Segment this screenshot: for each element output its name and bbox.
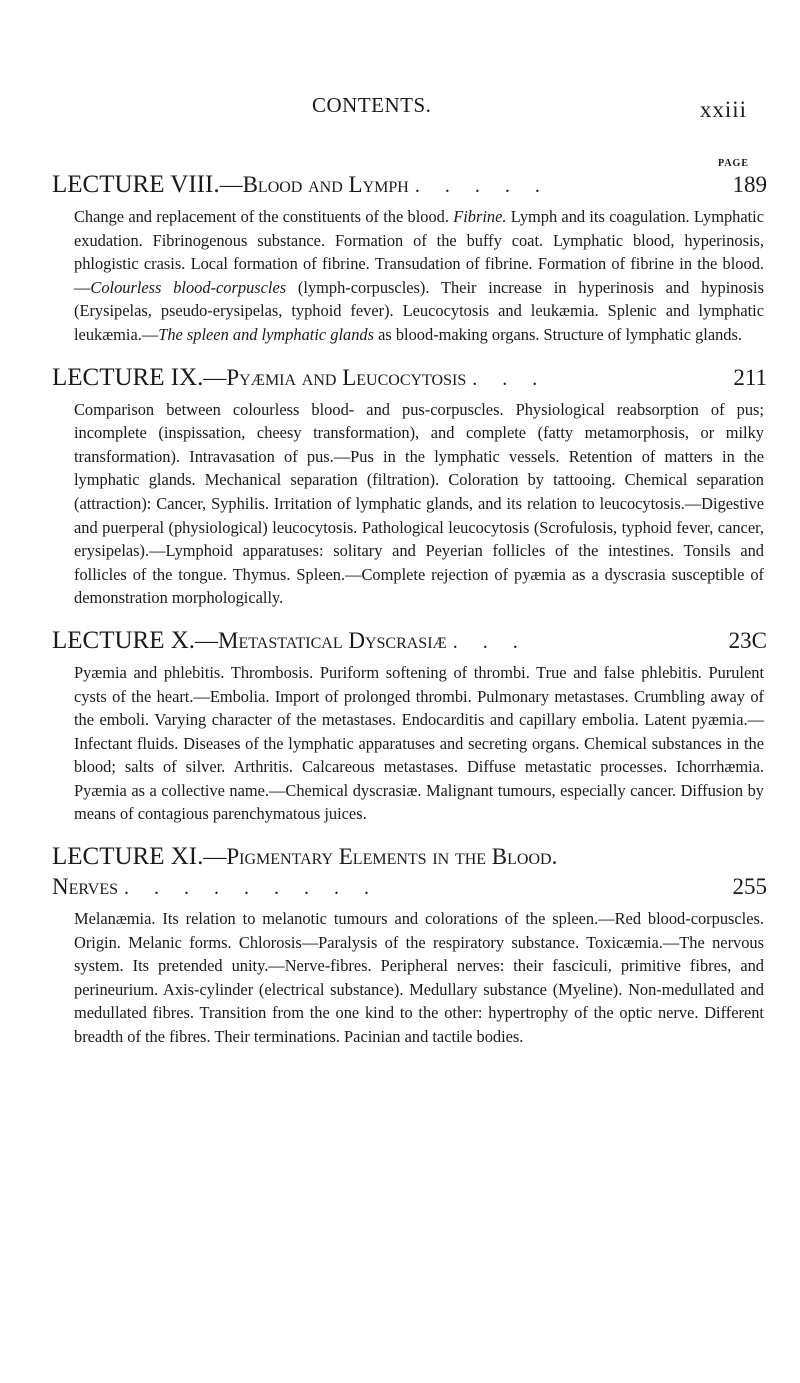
summary-italic-text: Fibrine. xyxy=(453,207,507,226)
lecture-heading xyxy=(52,842,767,872)
summary-text: Lymph and its coagulation. Lymphatic exudation. Fibrinogenous substance. Formation of the buffy coat. Lymphatic blood, hyperinosis, phlogistic crasis. Local formation of fibrine. Transudation of fibrine. Formation of fibrine in the blood.— xyxy=(74,207,764,297)
summary-text: (lymph-corpuscles). Their increase in hyperinosis and hypinosis (Erysipelas, pseudo-erysipelas, typhoid fever). Leucocytosis and leukæmia. Splenic and lymphatic leukæmia.— xyxy=(74,277,764,344)
lecture-entry-10 xyxy=(52,626,767,826)
lecture-page-number: 211 xyxy=(733,364,767,390)
running-title: CONTENTS. xyxy=(312,93,432,117)
lecture-page-number: 255 xyxy=(732,874,767,900)
running-head xyxy=(52,93,767,123)
summary-text: as blood-making organs. Structure of lymphatic glands. xyxy=(374,324,742,344)
summary-text: Comparison between colourless blood- and pus-corpuscles. Physiological reabsorption of pus; incomplete (inspissation, cheesy transformation), and complete (fatty metamorphosis, or milky transformation). Intravasation of pus.—Pus in the lymphatic vessels. Retention of matters in the lymphatic glands. Mechanical separation (filtration). Coloration by tattooing. Chemical separation (attraction): Cancer, Syphilis. Irritation of lymphatic glands, and its relation to leucocytosis.—Digestive and puerperal (physiological) leucocytosis. Pathological leucocytosis (Scrofulosis, typhoid fever, cancer, erysipelas).—Lymphoid apparatuses: solitary and Peyerian follicles of the intestines. Tonsils and follicles of the tongue. Thymus. Spleen.—Complete rejection of pyæmia as a dyscrasia susceptible of demonstration morphologically. xyxy=(74,399,764,608)
lecture-summary xyxy=(74,661,764,826)
page-column-label: PAGE xyxy=(717,158,749,169)
lecture-heading-continued xyxy=(52,872,767,903)
contents-list xyxy=(52,170,767,1065)
lecture-number: LECTURE VIII. xyxy=(52,171,220,198)
lecture-number: LECTURE X. xyxy=(52,626,196,654)
lecture-heading xyxy=(52,170,767,201)
lecture-number: LECTURE XI. xyxy=(52,843,204,871)
dot-leader: . . . xyxy=(472,367,548,390)
lecture-page-number: 189 xyxy=(732,172,767,197)
dot-leader: . . . . . . . . . xyxy=(124,877,380,900)
lecture-title: —Blood and Lymph xyxy=(219,172,409,197)
summary-italic-text: Colourless blood-corpuscles xyxy=(90,277,287,297)
lecture-title-continued: Nerves xyxy=(52,874,119,900)
lecture-number: LECTURE IX. xyxy=(52,363,204,391)
lecture-heading xyxy=(52,626,767,657)
lecture-entry-8 xyxy=(52,170,767,347)
summary-text: Melanæmia. Its relation to melanotic tumours and colorations of the spleen.—Red blood-corpuscles. Origin. Melanic forms. Chlorosis—Paralysis of the respiratory substance. Toxicæmia.—The nervous system. Its pretended unity.—Nerve-fibres. Peripheral nerves: their fasciculi, primitive fibres, and perineurium. Axis-cylinder (electrical substance). Medullary substance (Myeline). Non-medullated and medullated fibres. Transition from the one kind to the other: hypertrophy of the optic nerve. Different breadth of the fibres. Their terminations. Pacinian and tactile bodies. xyxy=(74,909,764,1047)
lecture-title: —Pigmentary Elements in the Blood. xyxy=(203,844,558,870)
summary-italic-text: The spleen and lymphatic glands xyxy=(158,324,375,344)
lecture-title: —Metastatical Dyscrasiæ xyxy=(195,627,447,653)
lecture-entry-11 xyxy=(52,842,767,1049)
lecture-summary xyxy=(74,398,764,610)
lecture-page-number: 23C xyxy=(728,627,767,653)
lecture-title: —Pyæmia and Leucocytosis xyxy=(203,364,467,390)
summary-text: Pyæmia and phlebitis. Thrombosis. Puriform softening of thrombi. True and false phlebitis. Purulent cysts of the heart.—Embolia. Import of prolonged thrombi. Pulmonary metastases. Crumbling away of the emboli. Varying character of the metastases. Endocarditis and capillary embolia. Latent pyæmia.—Infectant fluids. Diseases of the lymphatic apparatuses and secreting organs. Chemical substances in the blood; salts of silver. Arthritis. Calcareous metastases. Diffuse metastatic processes. Ichorrhæmia. Pyæmia as a collective name.—Chemical dyscrasiæ. Malignant tumours, especially cancer. Diffusion by means of contagious parenchymatous juices. xyxy=(74,662,764,824)
lecture-summary xyxy=(74,907,764,1049)
summary-text: Change and replacement of the constituents of the blood. xyxy=(74,207,454,226)
lecture-summary xyxy=(74,205,764,347)
lecture-heading xyxy=(52,363,767,394)
dot-leader: . . . xyxy=(452,630,528,653)
lecture-entry-9 xyxy=(52,363,767,610)
dot-leader: . . . . . xyxy=(414,175,550,197)
page-numeral: xxiii xyxy=(699,97,747,122)
